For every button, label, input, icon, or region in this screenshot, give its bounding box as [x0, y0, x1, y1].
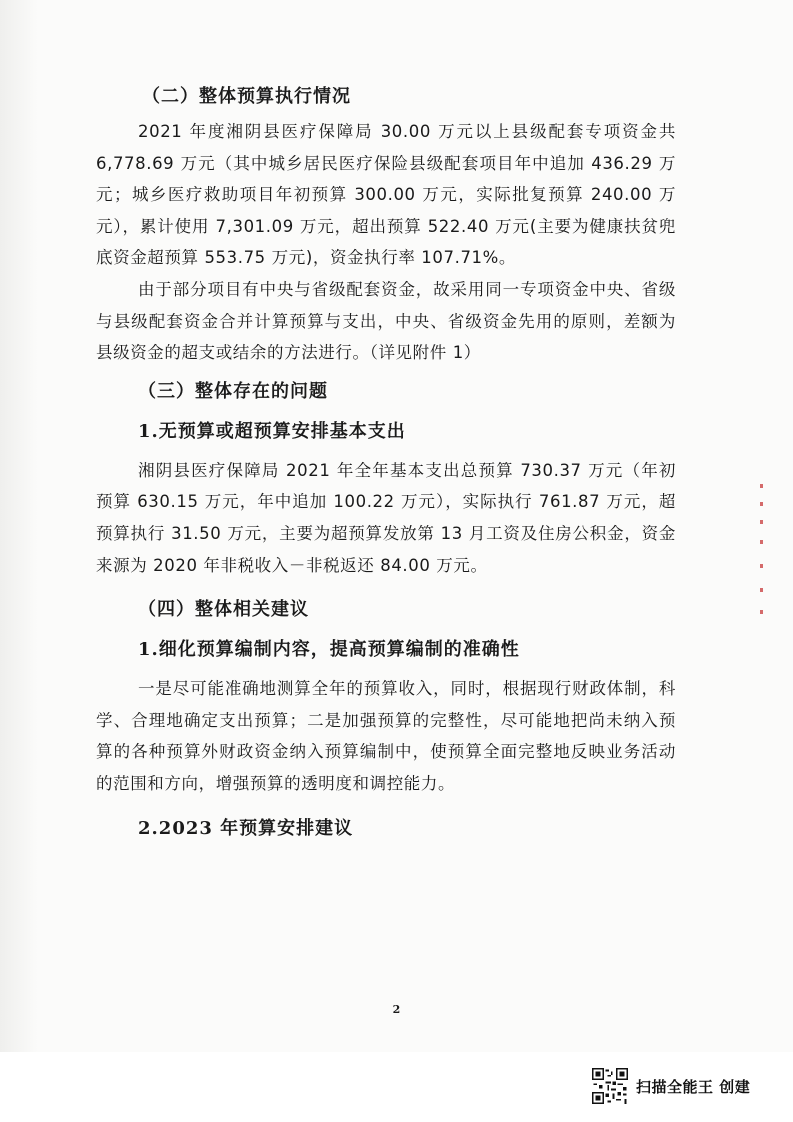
section-4-heading: （四）整体相关建议: [138, 599, 309, 621]
section-4-paragraph-1: 一是尽可能准确地测算全年的预算收入，同时，根据现行财政体制，科学、合理地确定支出预算；二是加强预算的完整性，尽可能地把尚未纳入预算的各种预算外财政资金纳入预算编制中，使预算全面完整地反映业务活动的范围和方向，增强预算的透明度和调控能力。: [96, 679, 676, 793]
watermark-label: 扫描全能王 创建: [636, 1077, 751, 1096]
document-body: [96, 80, 676, 846]
section-2-paragraph-2: 由于部分项目有中央与省级配套资金，故采用同一专项资金中央、省级与县级配套资金合并计算预算与支出，中央、省级资金先用的原则，差额为县级资金的超支或结余的方法进行。（详见附件 1）: [96, 279, 676, 363]
section-4-subheading-1: 1.细化预算编制内容，提高预算编制的准确性: [138, 639, 520, 661]
scan-edge-marks: [756, 484, 766, 614]
scan-shadow-left: [0, 0, 38, 1060]
section-3-heading: （三）整体存在的问题: [138, 380, 328, 402]
section-4-subheading-2: 2.2023 年预算安排建议: [138, 817, 354, 839]
page-number: 2: [392, 1003, 401, 1016]
scanner-watermark: [592, 1064, 750, 1108]
section-2-paragraph-1: 2021 年度湘阴县医疗保障局 30.00 万元以上县级配套专项资金共 6,778.69 万元（其中城乡居民医疗保险县级配套项目年中追加 436.29 万元；城乡医疗救助项目年初预算 300.00 万元，实际批复预算 240.00 万元），累计使用 7,301.09 万元，超出预算 522.40 万元(主要为健康扶贫兜底资金超预算 553.75 万元)，资金执行率 107.71%。: [96, 122, 676, 268]
section-2-heading: （二）整体预算执行情况: [142, 86, 351, 107]
section-3-paragraph-1: 湘阴县医疗保障局 2021 年全年基本支出总预算 730.37 万元（年初预算 630.15 万元，年中追加 100.22 万元），实际执行 761.87 万元，超预算执行 31.50 万元，主要为超预算发放第 13 月工资及住房公积金，资金来源为 2020 年非税收入－非税返还 84.00 万元。: [96, 460, 676, 575]
qr-code-icon: [592, 1068, 628, 1104]
section-3-subheading-1: 1.无预算或超预算安排基本支出: [138, 420, 406, 442]
